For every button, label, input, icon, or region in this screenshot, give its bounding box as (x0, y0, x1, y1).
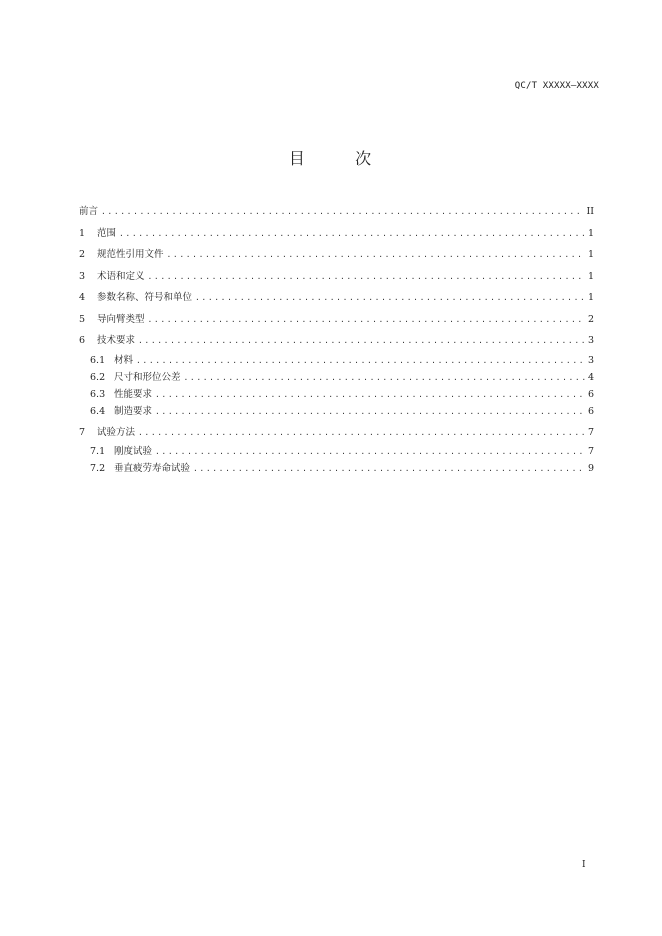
toc-entry-number: 6 (79, 335, 86, 346)
toc-entry-title: 材料 (114, 354, 134, 366)
toc-entry-number: 4 (79, 292, 86, 303)
toc-entry-title: 参数名称、符号和单位 (97, 292, 193, 303)
table-of-contents (79, 201, 594, 477)
toc-entry-7-1[interactable] (79, 443, 594, 460)
toc-entry-page: 3 (587, 354, 594, 366)
toc-entry-number: 6.3 (90, 388, 106, 400)
toc-entry-5[interactable] (79, 309, 594, 331)
toc-entry-page: 7 (587, 426, 594, 438)
toc-entry-number: 5 (79, 313, 86, 325)
toc-entry-number: 7.2 (90, 463, 106, 474)
toc-entry-page: 1 (587, 249, 594, 260)
toc-entry-foreword[interactable] (79, 201, 594, 223)
toc-leader-dots (167, 244, 585, 266)
toc-entry-page: 6 (587, 405, 594, 417)
toc-entry-page: 2 (587, 313, 594, 325)
toc-entry-title: 尺寸和形位公差 (114, 371, 181, 383)
toc-entry-6-4[interactable] (79, 403, 594, 420)
toc-entry-title: 导向臂类型 (97, 313, 145, 325)
toc-entry-number: 7.1 (90, 446, 106, 457)
toc-entry-page: 6 (587, 388, 594, 400)
toc-entry-page: II (586, 206, 594, 217)
toc-entry-title: 垂直疲劳寿命试验 (114, 463, 191, 474)
toc-entry-6-3[interactable] (79, 386, 594, 403)
toc-entry-page: 1 (587, 292, 594, 303)
toc-entry-number: 1 (79, 227, 86, 239)
toc-entry-title: 规范性引用文件 (97, 249, 164, 260)
toc-entry-page: 7 (587, 446, 594, 457)
toc-entry-title: 技术要求 (97, 335, 136, 346)
standard-code: QC/T XXXXX—XXXX (514, 81, 599, 91)
toc-entry-6-2[interactable] (79, 369, 594, 386)
toc-leader-dots (155, 443, 585, 460)
toc-leader-dots (195, 287, 585, 309)
toc-leader-dots (119, 223, 585, 245)
toc-leader-dots (138, 422, 585, 444)
toc-entry-title: 范围 (97, 227, 117, 239)
toc-leader-dots (148, 266, 585, 288)
page-title-left: 目 (288, 149, 307, 168)
toc-entry-number: 7 (79, 426, 86, 438)
toc-entry-6[interactable] (79, 330, 594, 352)
toc-entry-4[interactable] (79, 287, 594, 309)
toc-entry-page: 1 (587, 270, 594, 282)
toc-leader-dots (184, 369, 585, 386)
toc-entry-6-1[interactable] (79, 352, 594, 369)
toc-leader-dots (138, 330, 585, 352)
toc-entry-number: 3 (79, 270, 86, 282)
toc-entry-page: 1 (587, 227, 594, 239)
toc-entry-number: 6.2 (90, 371, 106, 383)
toc-entry-page: 3 (587, 335, 594, 346)
toc-entry-title: 术语和定义 (97, 270, 145, 282)
toc-entry-page: 4 (587, 371, 594, 383)
toc-leader-dots (155, 386, 585, 403)
toc-entry-2[interactable] (79, 244, 594, 266)
toc-leader-dots (148, 309, 585, 331)
toc-entry-number: 6.1 (90, 354, 106, 366)
toc-entry-1[interactable] (79, 223, 594, 245)
toc-entry-3[interactable] (79, 266, 594, 288)
page-number: I (582, 860, 586, 870)
toc-leader-dots (136, 352, 585, 369)
toc-entry-title: 试验方法 (97, 426, 136, 438)
page-title-right: 次 (355, 149, 374, 168)
toc-leader-dots (155, 403, 585, 420)
page-title (0, 146, 662, 169)
toc-entry-7-2[interactable] (79, 460, 594, 477)
toc-entry-7[interactable] (79, 422, 594, 444)
toc-entry-page: 9 (587, 463, 594, 474)
toc-entry-title: 制造要求 (114, 405, 153, 417)
toc-entry-title: 前言 (79, 206, 99, 217)
toc-entry-title: 刚度试验 (114, 446, 153, 457)
toc-entry-title: 性能要求 (114, 388, 153, 400)
toc-leader-dots (101, 201, 583, 223)
toc-leader-dots (193, 460, 585, 477)
toc-entry-number: 6.4 (90, 405, 106, 417)
toc-entry-number: 2 (79, 249, 86, 260)
